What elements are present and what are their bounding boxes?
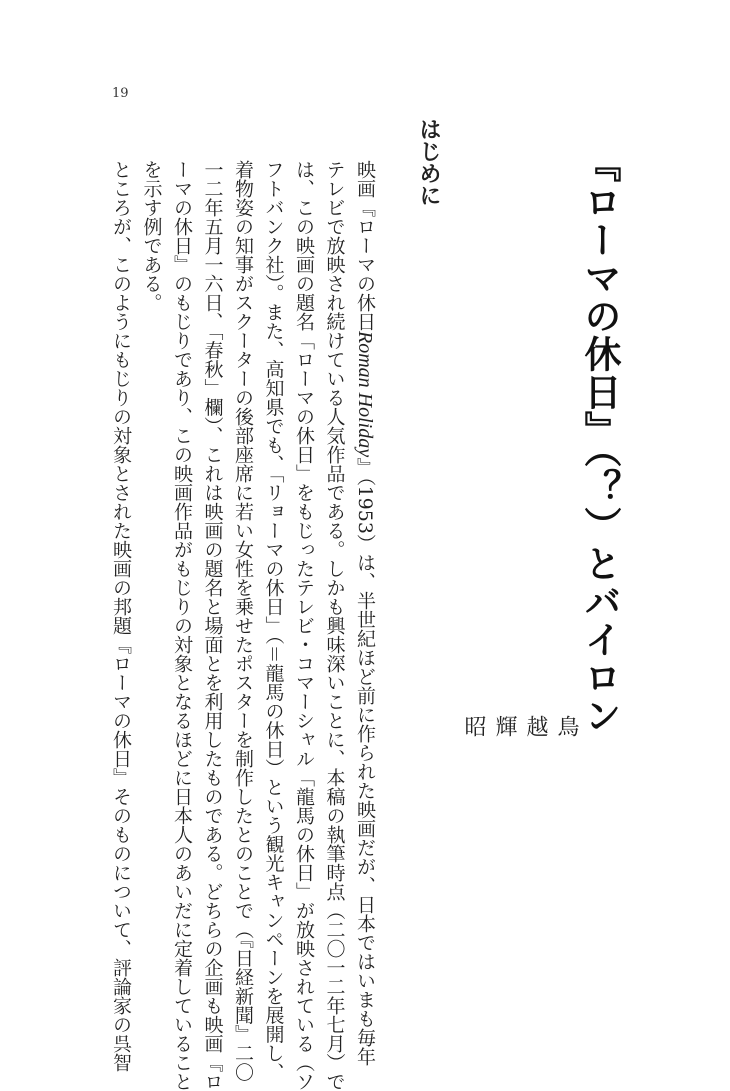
article-title: 『ローマの休日』（？）とバイロン bbox=[578, 145, 621, 735]
text-segment: 着物姿の知事がスクーターの後部座席に若い女性を乗せたポスターを制作したとのことで（『日経新聞』二〇 bbox=[232, 160, 254, 1082]
text-segment: を示す例である。 bbox=[140, 160, 163, 312]
text-segment: 一二年五月一六日、「春秋」欄）、これは映画の題名と場面とを利用したものである。どちらの企画も映画『ロ bbox=[201, 160, 224, 1091]
author-char: 昭 bbox=[461, 715, 486, 737]
section-heading: はじめに bbox=[416, 118, 441, 206]
body-text bbox=[100, 160, 380, 1091]
text-line bbox=[167, 160, 198, 1091]
page-number: 19 bbox=[112, 86, 129, 101]
text-line bbox=[136, 160, 167, 905]
author-char: 鳥 bbox=[554, 715, 579, 737]
text-line bbox=[228, 160, 259, 1082]
text-line bbox=[289, 160, 320, 1091]
italic-title: Roman Holiday bbox=[354, 331, 376, 458]
text-segment: ところが、このようにもじりの対象とされた映画の邦題『ローマの休日』そのものについて、評論家の呉智 bbox=[110, 160, 132, 1072]
text-segment: 』（1953）は、半世紀ほど前に作られた映画だが、日本ではいまも毎年 bbox=[354, 457, 376, 1066]
author-char: 輝 bbox=[492, 715, 517, 737]
text-segment: は、この映画の題名「ローマの休日」をもじったテレビ・コマーシャル「龍馬の休日」が放映されている（ソ bbox=[293, 160, 315, 1091]
text-line bbox=[319, 160, 350, 1091]
author-char: 越 bbox=[523, 715, 548, 737]
text-segment: 映画『ローマの休日 bbox=[354, 160, 376, 331]
text-segment: ーマの休日』のもじりであり、この映画作品がもじりの対象となるほどに日本人のあいだに定着していること bbox=[171, 160, 193, 1091]
text-segment: テレビで放映され続けている人気作品である。しかも興味深いことに、本稿の執筆時点（二〇一二年七月）で bbox=[323, 160, 346, 1091]
text-line bbox=[106, 160, 137, 1072]
text-line bbox=[197, 160, 228, 1091]
author-name bbox=[458, 715, 582, 865]
text-segment: フトバンク社）。また、高知県でも、「リョーマの休日」（＝龍馬の休日）という観光キャンペーンを展開し、 bbox=[262, 160, 285, 1082]
text-line bbox=[350, 160, 381, 1066]
text-line bbox=[258, 160, 289, 1082]
